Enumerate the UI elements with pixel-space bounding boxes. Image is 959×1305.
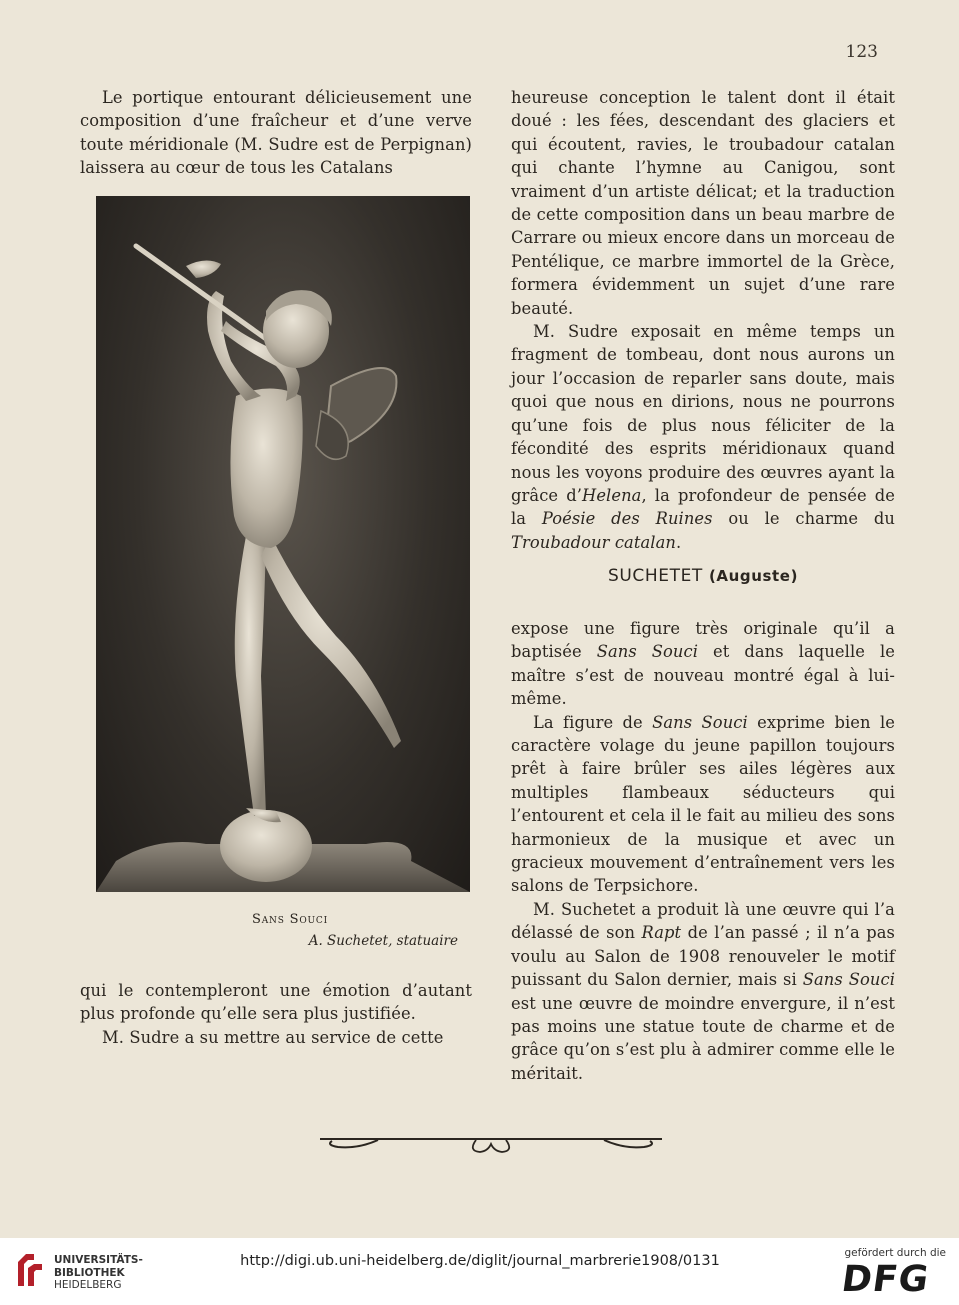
paragraph-portique: Le portique entourant délicieusement une composition d’une fraîcheur et d’une verve toute méridionale (M. Sudre est de Perpignan) laissera au cœur de tous les Catalans (80, 88, 472, 178)
university-name (54, 1254, 143, 1292)
title-helena: Helena (582, 485, 642, 505)
paragraph-conception: heureuse conception le talent dont il était doué : les fées, descendant des glaciers et qui écoutent, ravies, le troubadour catalan qui chante l’hymne au Canigou, sont vraiment d’un artiste délicat; et la traduction de cette composition dans un beau marbre de Carrare ou mieux encore dans un morceau de Pentélique, ce marbre immortel de la Grèce, formera évidemment un sujet d’une rare beauté. (511, 88, 895, 318)
dfg-logo: DFG (839, 1259, 932, 1300)
title-sans-souci-3: Sans Souci (802, 970, 896, 990)
heading-name: SUCHETET (607, 566, 703, 586)
paragraph-figure (511, 711, 895, 898)
right-column-top (511, 86, 895, 554)
title-sans-souci-1: Sans Souci (596, 642, 699, 662)
raised-leg (261, 536, 401, 748)
torso (230, 389, 302, 549)
globe (220, 810, 312, 882)
figure-caption-credit: A. Suchetet, statuaire (308, 933, 458, 949)
heading-first-name: (Auguste) (708, 567, 799, 585)
expose-text-a: expose une figure très originale qu’il a baptisée (511, 619, 895, 662)
tombeau-text-d: . (676, 532, 682, 552)
tombeau-text-b: , la profondeur de pensée de la (511, 485, 895, 529)
hand (186, 260, 221, 278)
university-line-1: UNIVERSITÄTS- (54, 1254, 143, 1266)
paragraph-expose (511, 617, 895, 711)
paragraph-contempleront: qui le contempleront une émotion d’autant plus profonde qu’elle sera plus justifiée. (80, 981, 472, 1024)
footer-bar (0, 1238, 959, 1305)
paragraph-tombeau (511, 320, 895, 554)
funding-label: gefördert durch die (844, 1247, 946, 1259)
figure-text-a: La figure de (533, 712, 653, 732)
title-sans-souci-2: Sans Souci (652, 712, 748, 732)
tombeau-text-c: ou le charme du (712, 509, 895, 529)
title-troubadour-catalan: Troubadour catalan (511, 532, 677, 552)
university-line-3: HEIDELBERG (54, 1279, 122, 1291)
standing-leg (235, 536, 266, 816)
figure-caption-title: Sans Souci (252, 912, 328, 927)
oeuvre-text-a: M. Suchetet a produit là une œuvre qui l’a délassé de son (511, 899, 895, 943)
oeuvre-text-c: est une œuvre de moindre envergure, il n’est pas moins une statue toute de charme et de grâce qu’on s’est plu à admirer comme elle le méritait. (511, 993, 895, 1083)
title-rapt: Rapt (641, 923, 682, 943)
page-number: 123 (845, 42, 878, 62)
paragraph-sudre-service: M. Sudre a su mettre au service de cette (102, 1027, 444, 1047)
source-url-link[interactable]: http://digi.ub.uni-heidelberg.de/diglit/journal_marbrerie1908/0131 (240, 1253, 720, 1269)
tombeau-text-a: M. Sudre exposait en même temps un fragment de tombeau, dont nous aurons un jour l’occasion de reparler sans doute, mais quoi que nous en dirions, nous ne pourrons qu’une fois de plus nous féliciter de la fécondité des esprits méridionaux quand nous les voyons produire des œuvres ayant la grâce d’ (511, 322, 895, 505)
university-logo-icon (14, 1250, 48, 1290)
statue-illustration (96, 196, 470, 892)
end-ornament (318, 1127, 664, 1157)
section-heading-suchetet (511, 566, 895, 586)
right-column-lower (511, 617, 895, 1085)
expose-text-b: et dans laquelle le maître s’est de nouveau montré égal à lui-même. (511, 642, 895, 709)
figure-text-b: exprime bien le caractère volage du jeune papillon toujours prêt à faire brûler ses ailes légères aux multiples flambeaux séducteurs qui l’entourent et cela il le fait au milieu des sons harmonieux de la musique et avec un gracieux mouvement d’entraînement vers les salons de Terpsichore. (511, 712, 895, 896)
left-column-top (80, 86, 472, 180)
statue-photograph (96, 196, 470, 892)
left-column-bottom (80, 979, 472, 1049)
paragraph-oeuvre (511, 898, 895, 1085)
university-line-2: BIBLIOTHEK (54, 1266, 125, 1279)
oeuvre-text-b: de l’an passé ; il n’a pas voulu au Salon de 1908 renouveler le motif puissant du Salon dernier, mais si (511, 923, 895, 990)
title-poesie-des-ruines: Poésie des Ruines (541, 509, 713, 529)
